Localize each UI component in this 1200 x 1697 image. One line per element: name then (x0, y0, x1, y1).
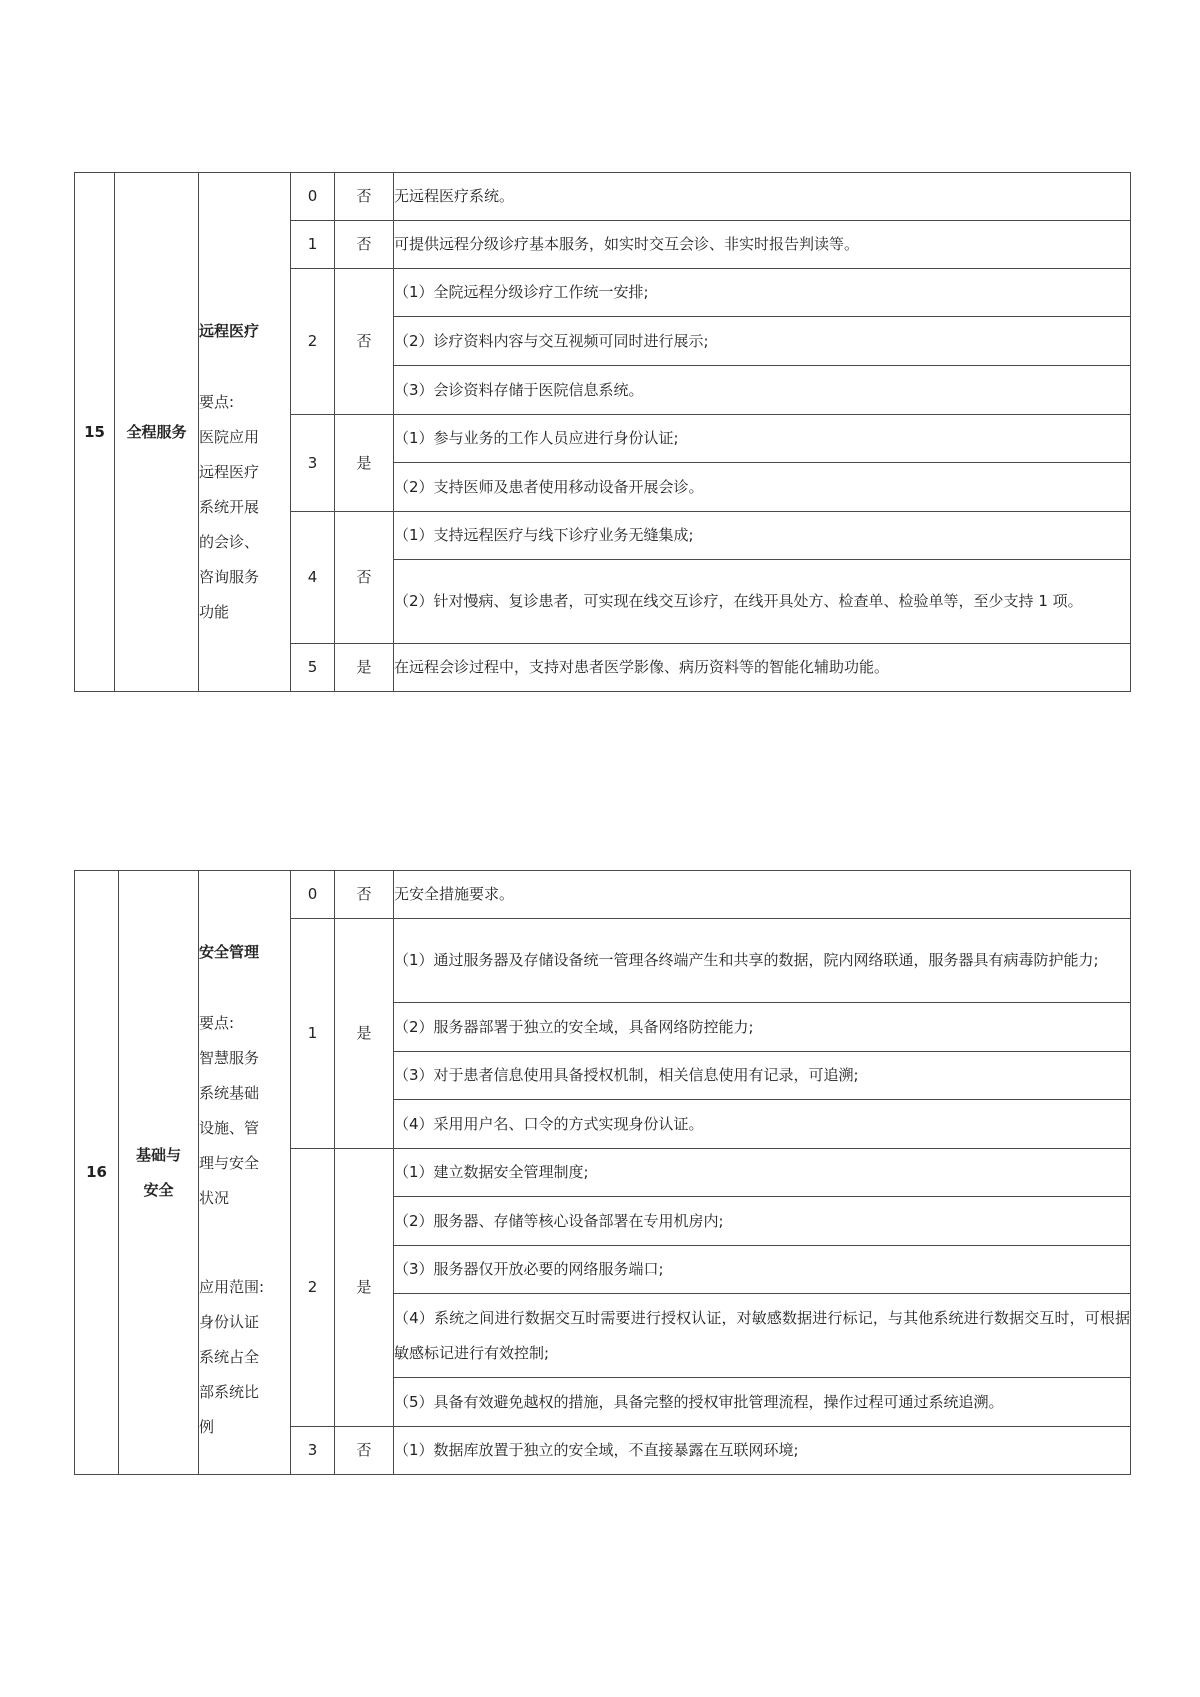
level-description: 可提供远程分级诊疗基本服务，如实时交互会诊、非实时报告判读等。 (394, 221, 1131, 269)
category-name (119, 871, 199, 1475)
item-cell (199, 871, 291, 1475)
level-number: 2 (291, 1149, 335, 1427)
item-number: 16 (75, 871, 119, 1475)
met-status: 是 (335, 1149, 394, 1427)
item-cell (199, 173, 291, 692)
points-line: 的会诊、 (199, 533, 260, 551)
met-status: 是 (335, 919, 394, 1149)
scope-line: 系统占全 (199, 1347, 260, 1366)
level-description: （1）全院远程分级诊疗工作统一安排; (394, 269, 1131, 317)
met-status: 否 (335, 221, 394, 269)
level-number: 2 (291, 269, 335, 415)
category-name: 全程服务 (115, 173, 199, 692)
item-title: 远程医疗 (199, 322, 260, 340)
level-description: （1）参与业务的工作人员应进行身份认证; (394, 415, 1131, 463)
points-label: 要点: (199, 1013, 235, 1032)
met-status: 是 (335, 415, 394, 512)
level-description: （5）具备有效避免越权的措施，具备完整的授权审批管理流程，操作过程可通过系统追溯。 (394, 1378, 1131, 1427)
met-status: 否 (335, 512, 394, 644)
level-description: （2）服务器、存储等核心设备部署在专用机房内; (394, 1197, 1131, 1246)
scope-line: 身份认证 (199, 1312, 260, 1331)
level-number: 0 (291, 173, 335, 221)
met-status: 否 (335, 269, 394, 415)
level-description: 无安全措施要求。 (394, 871, 1131, 919)
points-line: 系统开展 (199, 498, 260, 516)
level-number: 0 (291, 871, 335, 919)
level-description: （1）支持远程医疗与线下诊疗业务无缝集成; (394, 512, 1131, 560)
level-number: 1 (291, 919, 335, 1149)
points-line: 咨询服务 (199, 568, 260, 586)
met-status: 否 (335, 1427, 394, 1475)
item-title: 安全管理 (199, 942, 260, 961)
met-status: 否 (335, 173, 394, 221)
level-number: 3 (291, 415, 335, 512)
scope-line: 部系统比 (199, 1382, 260, 1401)
level-description: （4）系统之间进行数据交互时需要进行授权认证，对敏感数据进行标记，与其他系统进行数据交互时，可根据敏感标记进行有效控制; (394, 1294, 1131, 1378)
met-status: 是 (335, 644, 394, 692)
category-line: 安全 (143, 1180, 174, 1199)
level-description: （1）建立数据安全管理制度; (394, 1149, 1131, 1197)
item-number: 15 (75, 173, 115, 692)
level-description: （2）支持医师及患者使用移动设备开展会诊。 (394, 463, 1131, 512)
points-line: 系统基础 (199, 1083, 260, 1102)
points-line: 理与安全 (199, 1153, 260, 1172)
met-status: 否 (335, 871, 394, 919)
table-row (75, 173, 1131, 221)
level-number: 4 (291, 512, 335, 644)
table-row (75, 871, 1131, 919)
points-label: 要点: (199, 393, 235, 411)
points-line: 医院应用 (199, 428, 260, 446)
level-number: 1 (291, 221, 335, 269)
level-description: 在远程会诊过程中，支持对患者医学影像、病历资料等的智能化辅助功能。 (394, 644, 1131, 692)
level-description: （1）数据库放置于独立的安全域，不直接暴露在互联网环境; (394, 1427, 1131, 1475)
points-line: 功能 (199, 603, 230, 621)
level-description: （3）会诊资料存储于医院信息系统。 (394, 366, 1131, 415)
standard-table-16 (74, 870, 1131, 1475)
points-line: 设施、管 (199, 1118, 260, 1137)
level-number: 5 (291, 644, 335, 692)
scope-label: 应用范围: (199, 1277, 265, 1296)
level-description: （2）针对慢病、复诊患者，可实现在线交互诊疗，在线开具处方、检查单、检验单等，至少支持 1 项。 (394, 560, 1131, 644)
points-line: 状况 (199, 1188, 230, 1207)
level-number: 3 (291, 1427, 335, 1475)
level-description: （2）服务器部署于独立的安全域，具备网络防控能力; (394, 1003, 1131, 1052)
level-description: （3）服务器仅开放必要的网络服务端口; (394, 1246, 1131, 1294)
level-description: 无远程医疗系统。 (394, 173, 1131, 221)
standard-table-15 (74, 172, 1131, 692)
scope-line: 例 (199, 1417, 215, 1436)
level-description: （2）诊疗资料内容与交互视频可同时进行展示; (394, 317, 1131, 366)
level-description: （1）通过服务器及存储设备统一管理各终端产生和共享的数据，院内网络联通，服务器具有病毒防护能力; (394, 919, 1131, 1003)
level-description: （3）对于患者信息使用具备授权机制，相关信息使用有记录，可追溯; (394, 1052, 1131, 1100)
category-line: 基础与 (135, 1145, 181, 1164)
level-description: （4）采用用户名、口令的方式实现身份认证。 (394, 1100, 1131, 1149)
points-line: 智慧服务 (199, 1048, 260, 1067)
points-line: 远程医疗 (199, 463, 260, 481)
